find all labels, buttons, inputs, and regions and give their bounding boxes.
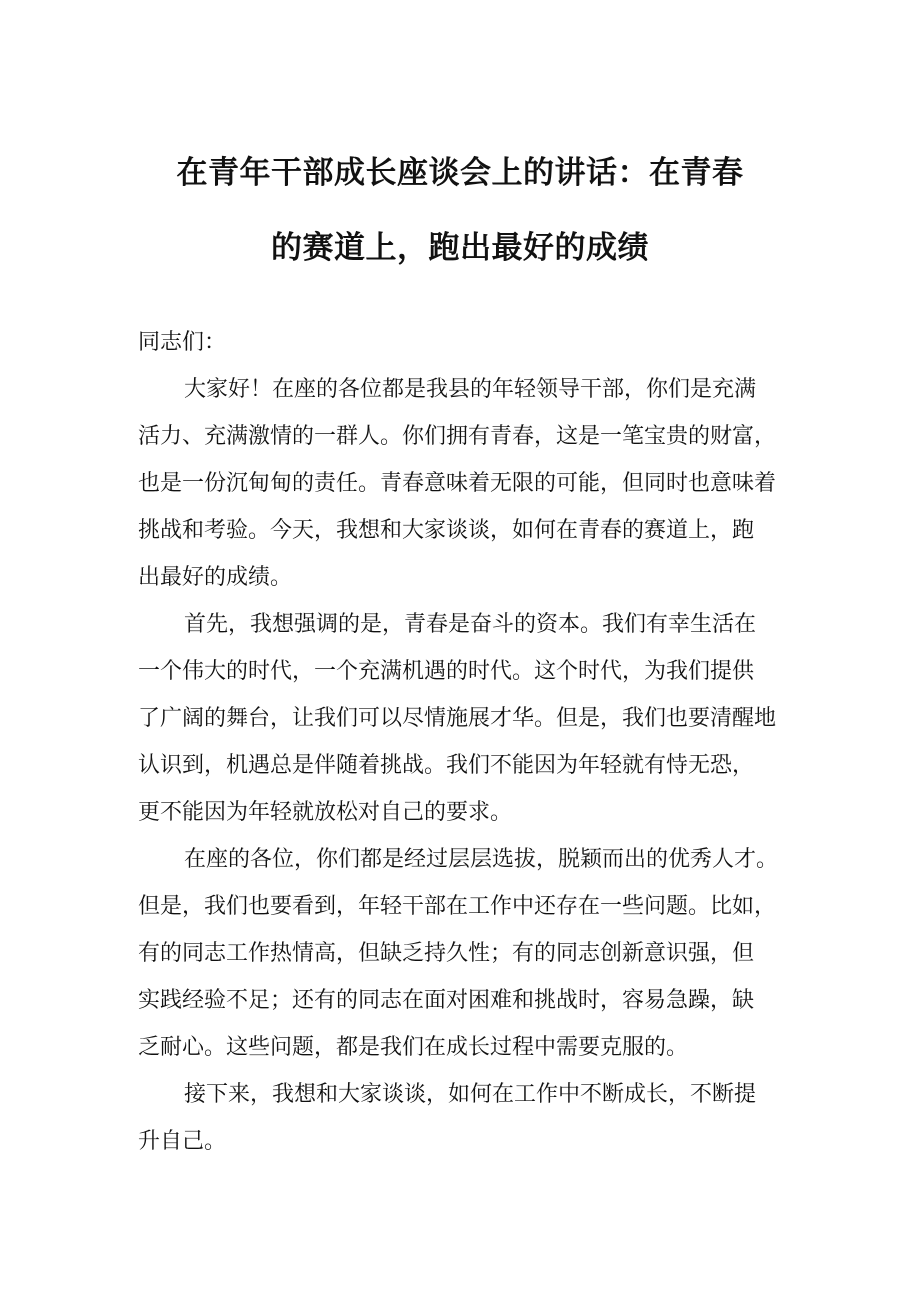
paragraph-line: 接下来，我想和大家谈谈，如何在工作中不断成长，不断提 bbox=[184, 1082, 757, 1107]
document-body bbox=[138, 366, 810, 1165]
paragraph-line: 升自己。 bbox=[138, 1129, 227, 1154]
paragraph-line: 也是一份沉甸甸的责任。青春意味着无限的可能，但同时也意味着 bbox=[138, 471, 777, 496]
paragraph-line: 认识到，机遇总是伴随着挑战。我们不能因为年轻就有恃无恐， bbox=[138, 753, 755, 778]
paragraph-line: 挑战和考验。今天，我想和大家谈谈，如何在青春的赛道上，跑 bbox=[138, 518, 755, 543]
document-title-line-2: 的赛道上，跑出最好的成绩 bbox=[271, 230, 649, 266]
paragraph-line: 活力、充满激情的一群人。你们拥有青春，这是一笔宝贵的财富， bbox=[138, 424, 777, 449]
salutation: 同志们： bbox=[138, 330, 227, 355]
paragraph-line: 有的同志工作热情高，但缺乏持久性；有的同志创新意识强，但 bbox=[138, 941, 755, 966]
document-title-line-1: 在青年干部成长座谈会上的讲话：在青春 bbox=[176, 155, 744, 191]
paragraph-line: 大家好！在座的各位都是我县的年轻领导干部，你们是充满 bbox=[184, 377, 757, 402]
paragraph-line: 一个伟大的时代，一个充满机遇的时代。这个时代，为我们提供 bbox=[138, 659, 755, 684]
paragraph-line: 但是，我们也要看到，年轻干部在工作中还存在一些问题。比如， bbox=[138, 894, 777, 919]
paragraph-line: 了广阔的舞台，让我们可以尽情施展才华。但是，我们也要清醒地 bbox=[138, 706, 777, 731]
paragraph-line: 首先，我想强调的是，青春是奋斗的资本。我们有幸生活在 bbox=[184, 612, 757, 637]
paragraph-line: 乏耐心。这些问题，都是我们在成长过程中需要克服的。 bbox=[138, 1035, 689, 1060]
paragraph-line: 更不能因为年轻就放松对自己的要求。 bbox=[138, 800, 513, 825]
paragraph-line: 出最好的成绩。 bbox=[138, 565, 293, 590]
paragraph-line: 实践经验不足；还有的同志在面对困难和挑战时，容易急躁，缺 bbox=[138, 988, 755, 1013]
paragraph-line: 在座的各位，你们都是经过层层选拔，脱颖而出的优秀人才。 bbox=[184, 847, 779, 872]
